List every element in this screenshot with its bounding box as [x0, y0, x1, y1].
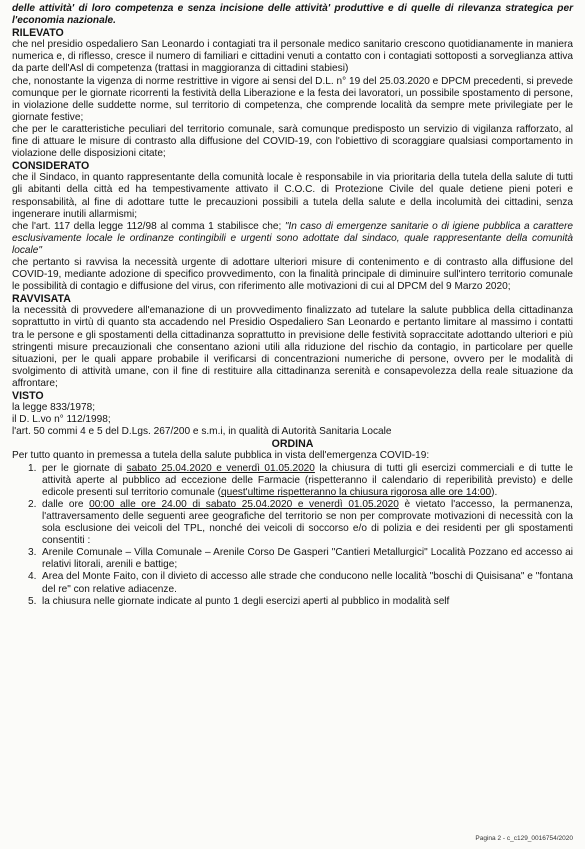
heading-visto: VISTO [12, 390, 44, 402]
item-text: Arenile Comunale – Villa Comunale – Arenile Corso De Gasperi "Cantieri Metallurgici" Località Pozzano ed accesso ai relativi litorali, arenili e battige; [42, 547, 573, 571]
ravvisata-paragraph: la necessità di provvedere all'emanazione di un provvedimento finalizzato ad tutelare la salute pubblica della cittadinanza soprattutto in virtù di quanto sta accadendo nel Presidio Ospedaliero San Leonardo e pertanto limitare al massimo i contatti tra le persone e gli spostamenti della cittadinanza soprattutto in previsione delle festività sopraccitate adottando ulteriori e più stringenti misure precauzionali che consentano azioni utili alla riduzione del rischio da contagio, in particolare per quelle situazioni, per le quali appare probabile il verificarsi di concentrazioni numeriche di persone, ovvero per le modalità di svolgimento di attività umane, con il fine di restituire alla cittadinanza serenità e consapevolezza della reale situazione da affrontare; [12, 305, 573, 389]
ordina-lead: Per tutto quanto in premessa a tutela della salute pubblica in vista dell'emergenza COVID-19: [12, 450, 430, 462]
heading-ordina: ORDINA [271, 438, 314, 451]
ordinance-item [12, 547, 573, 571]
item-underlined-note: quest'ultime rispetteranno la chiusura rigorosa alle ore 14:00 [220, 486, 492, 498]
visto-line-1: la legge 833/1978; [12, 402, 96, 414]
considerato-paragraph-1: che il Sindaco, in quanto rappresentante della comunità locale è responsabile in via prioritaria della tutela della salute di tutti gli abitanti della città ed ha tempestivamente attivato il C.O.C. di Protezione Civile del quale detiene pieni poteri e responsabilità, al fine di adottare tutte le precauzioni possibili a tutela della salute e della incolumità dei cittadini, senza ingenerare inutili allarmismi; [12, 172, 573, 220]
item-number: 1. [28, 462, 37, 474]
considerato-paragraph-2-lead: che l'art. 117 della legge 112/98 al comma 1 stabilisce che; [12, 220, 285, 232]
heading-rilevato: RILEVATO [12, 27, 64, 40]
item-text: Area del Monte Faito, con il divieto di accesso alle strade che conducono nelle località "boschi di Quisisana" e "fontana del re" con relative adiacenze. [42, 571, 573, 595]
considerato-paragraph-3: che pertanto si ravvisa la necessità urgente di adottare ulteriori misure di contenimento e di contrasto alla diffusione del COVID-19, mediante adozione di specifico provvedimento, con la finalità principale di diminuire sull'intero territorio comunale le possibilità di contagio e diffusione del virus, con riferimento alle motivazioni di cui al DPCM del 9 Marzo 2020; [12, 256, 573, 293]
ordinance-item [12, 571, 573, 595]
item-text: la chiusura di tutti gli esercizi commerciali e di tutte le attività aperte al pubblico ad eccezione delle Farmacie (rispetteranno il calendario di reperibilità previsto) e delle edicole presenti sul territorio comunale ( [42, 462, 573, 498]
rilevato-paragraph-1: che nel presidio ospedaliero San Leonardo i contagiati tra il personale medico sanitario crescono quotidianamente in maniera numerica e, di riflesso, cresce il numero di familiari e cittadini venuti a contatto con i contagiati sottoposti a sorveglianza attiva da parte dell'Asl di competenza (trattasi in maggioranza di cittadini stabiesi) [12, 39, 573, 75]
heading-ravvisata: RAVVISATA [12, 293, 71, 306]
heading-considerato: CONSIDERATO [12, 160, 90, 173]
item-text: ). [491, 486, 498, 498]
rilevato-paragraph-3: che per le caratteristiche peculiari del territorio comunale, sarà comunque predisposto un servizio di vigilanza rafforzato, al fine di attuare le misure di contrasto alla diffusione del COVID-19, con l'obiettivo di scoraggiare qualsiasi comportamento in violazione delle disposizioni citate; [12, 123, 573, 160]
considerato-paragraph-2 [12, 221, 573, 257]
item-text: dalle ore [42, 498, 90, 510]
visto-line-3: l'art. 50 commi 4 e 5 del D.Lgs. 267/200 e s.m.i, in qualità di Autorità Sanitaria Locale [12, 426, 392, 438]
ordinance-item [12, 596, 573, 608]
item-text: è vietato l'accesso, la permanenza, l'attraversamento delle seguenti aree geografiche del territorio se non per comprovate motivazioni di necessità con la sola esclusione dei veicoli del TPL, nonché dei veicoli di soccorso e/o di polizia e dei residenti per gli spostamenti consentiti : [42, 498, 573, 547]
intro-paragraph: delle attività' di loro competenza e senza incisione delle attività' produttive e di quelle di rilevanza strategica per l'economia nazionale. [12, 3, 573, 27]
page-footer: Pagina 2 - c_c129_0016754/2020 [475, 834, 573, 842]
law-quote: "In caso di emergenze sanitarie o di igiene pubblica a carattere esclusivamente locale le ordinanze contingibili e urgenti sono adottate dal sindaco, quale rappresentante della comunità locale" [12, 220, 573, 256]
ordinance-item [12, 499, 573, 547]
item-number: 2. [28, 498, 37, 510]
item-underlined-dates: sabato 25.04.2020 e venerdì 01.05.2020 [126, 462, 315, 474]
item-text: la chiusura nelle giornate indicate al punto 1 degli esercizi aperti al pubblico in modalità self [42, 595, 450, 607]
item-underlined-dates: 00:00 alle ore 24.00 di sabato 25.04.2020 e venerdì 01.05.2020 [89, 498, 399, 510]
item-number: 5. [28, 595, 37, 607]
item-number: 3. [28, 547, 37, 559]
ordinance-item [12, 463, 573, 499]
item-number: 4. [28, 571, 37, 583]
visto-line-2: il D. L.vo n° 112/1998; [12, 414, 111, 426]
item-text: per le giornate di [42, 462, 127, 474]
ordinance-list [12, 463, 573, 608]
rilevato-paragraph-2: che, nonostante la vigenza di norme restrittive in vigore ai sensi del D.L. n° 19 del 25.03.2020 e DPCM precedenti, si prevede comunque per le giornate ricorrenti la festività della Liberazione e la festa dei lavoratori, un possibile spostamento di persone, in violazione delle suddette norme, sul territorio di competenza, che comprende località da sempre mete privilegiate per le giornate festive; [12, 75, 573, 123]
